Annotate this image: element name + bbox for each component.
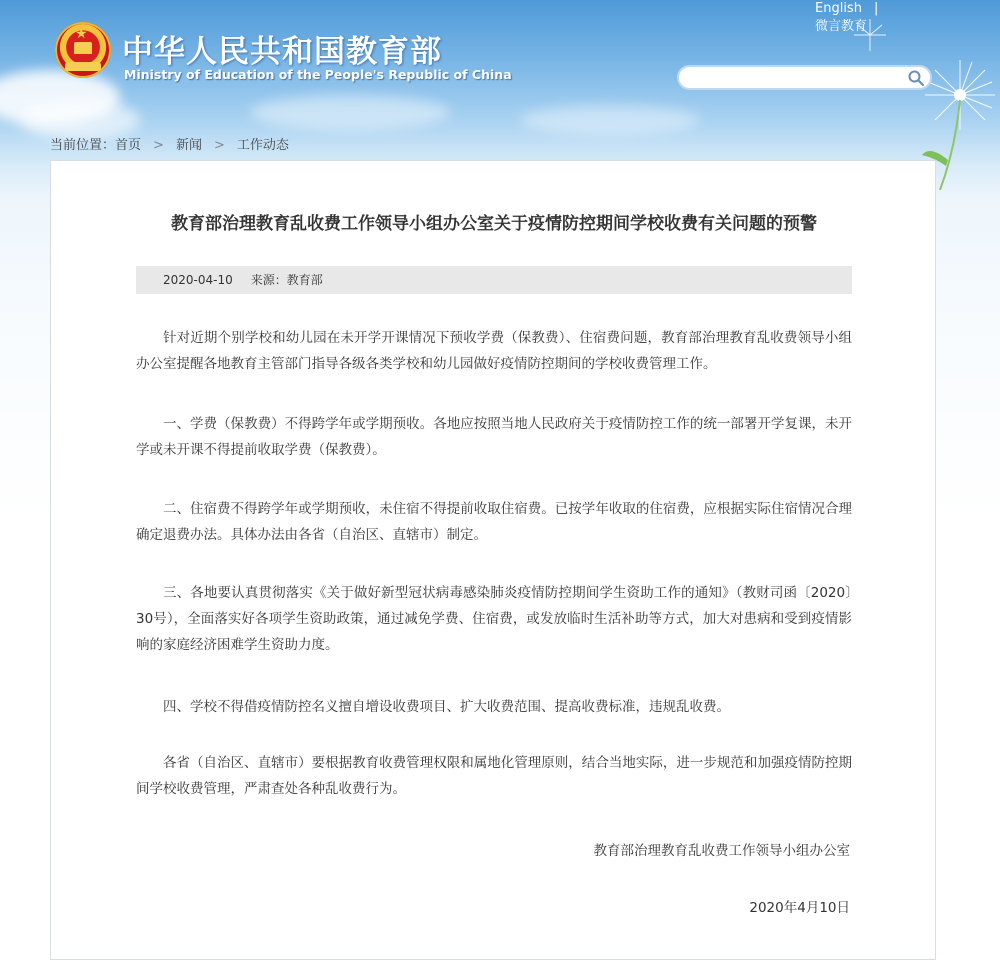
breadcrumb-prefix: 当前位置：: [50, 138, 116, 153]
breadcrumb-news[interactable]: 新闻: [175, 138, 202, 153]
article-panel: [50, 160, 936, 960]
article-meta-bar: [136, 266, 852, 294]
gate-icon: [74, 42, 92, 54]
article-paragraph: 针对近期个别学校和幼儿园在未开学开课情况下预收学费（保教费）、住宿费问题，教育部治理教育乱收费领导小组办公室提醒各地教育主管部门指导各级各类学校和幼儿园做好疫情防控期间的学校收费管理工作。: [136, 330, 852, 372]
article-source: 来源：教育部: [250, 273, 323, 287]
english-link[interactable]: English: [815, 1, 862, 16]
language-links: [815, 0, 878, 36]
chevron-right-icon: >: [153, 138, 164, 153]
article-title: 教育部治理教育乱收费工作领导小组办公室关于疫情防控期间学校收费有关问题的预警: [171, 214, 817, 234]
cloud-decoration: [250, 95, 450, 130]
search-input[interactable]: [689, 67, 908, 90]
site-title[interactable]: 中华人民共和国教育部: [122, 34, 442, 70]
cloud-decoration: [520, 105, 700, 135]
article-paragraph: 四、学校不得借疫情防控名义擅自增设收费项目、扩大收费范围、提高收费标准，违规乱收费。: [163, 699, 730, 715]
star-icon: ★: [75, 26, 88, 42]
article-paragraph: 一、学费（保教费）不得跨学年或学期预收。各地应按照当地人民政府关于疫情防控工作的统一部署开学复课，未开学或未开课不得提前收取学费（保教费）。: [136, 416, 852, 458]
article-paragraph: 各省（自治区、直辖市）要根据教育收费管理权限和属地化管理原则，结合当地实际，进一步规范和加强疫情防控期间学校收费管理，严肃查处各种乱收费行为。: [136, 755, 852, 797]
ribbon-icon: [65, 62, 101, 71]
search-icon[interactable]: [907, 69, 925, 87]
article-date: 2020-04-10: [163, 273, 233, 287]
breadcrumb-work-updates[interactable]: 工作动态: [236, 138, 289, 153]
weibo-link[interactable]: 微言教育: [815, 19, 868, 34]
article-paragraph: 二、住宿费不得跨学年或学期预收，未住宿不得提前收取住宿费。已按学年收取的住宿费，应根据实际住宿情况合理确定退费办法。具体办法由各省（自治区、直辖市）制定。: [136, 501, 852, 543]
search-box: [677, 65, 932, 90]
national-emblem-logo[interactable]: [55, 22, 111, 78]
article-sign-date: 2020年4月10日: [749, 900, 850, 916]
article-signature: 教育部治理教育乱收费工作领导小组办公室: [593, 843, 850, 859]
site-subtitle: Ministry of Education of the People's Republic of China: [124, 67, 512, 82]
breadcrumb: [50, 134, 289, 153]
breadcrumb-home[interactable]: 首页: [115, 138, 142, 153]
chevron-right-icon: >: [213, 138, 225, 153]
separator: |: [873, 1, 879, 16]
article-paragraph: 三、各地要认真贯彻落实《关于做好新型冠状病毒感染肺炎疫情防控期间学生资助工作的通知》（教财司函〔2020〕30号），全面落实好各项学生资助政策，通过减免学费、住宿费，或发放临时生活补助等方式，加大对患病和受到疫情影响的家庭经济困难学生资助力度。: [136, 585, 852, 653]
